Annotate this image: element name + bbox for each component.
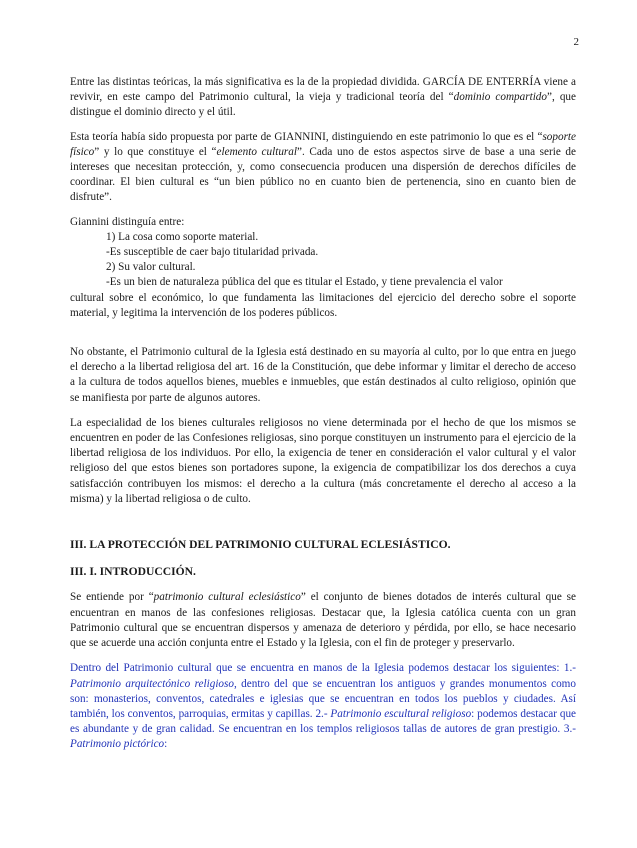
paragraph-propiedad-dividida — [70, 75, 576, 121]
text-run: ”. Cada uno de estos aspectos sirve de base a una serie de intereses que necesitan protección, y, como consecuencia producen una dispersión de derechos difíciles de coordinar. El bien cultural es “un bien público no en cuanto bien de pertenencia, sino en cuanto bien de disfrute”. — [70, 145, 576, 204]
list-item: -Es un bien de naturaleza pública del que es titular el Estado, y tiene prevalencia el valor — [106, 276, 503, 289]
italic-term: Patrimonio arquitectónico religioso — [70, 677, 234, 690]
text-run: , dentro del que se encuentran los antiguos y grandes monumentos como son: monasterios, conventos, catedrales e iglesias que se encuentran en todos los pueblos y ciudades. Así también, los conventos, parroquias, ermitas y capillas. 2.- — [70, 677, 576, 720]
section-heading: III. LA PROTECCIÓN DEL PATRIMONIO CULTURAL ECLESIÁSTICO. — [70, 538, 451, 552]
text-run: Entre las distintas teóricas, la más significativa es la de la propiedad dividida. GARCÍA DE ENTERRÍA viene a revivir, en este campo del Patrimonio cultural, la vieja y tradicional teoría del “ — [70, 76, 576, 104]
italic-term: Patrimonio escultural religioso — [330, 707, 472, 720]
paragraph-libertad-religiosa: No obstante, el Patrimonio cultural de la Iglesia está destinado en su mayoría al culto, por lo que entra en juego el derecho a la libertad religiosa del art. 16 de la Constitución, que debe informar y limitar el derecho de acceso a la cultura de todos aquellos bienes, muebles e inmuebles, que están destinados al culto religioso, opinión que se manifiesta por parte de algunos autores. — [70, 346, 576, 404]
italic-term: elemento cultural — [216, 145, 297, 158]
subsection-heading: III. I. INTRODUCCIÓN. — [70, 565, 196, 579]
list-item: -Es susceptible de caer bajo titularidad privada. — [106, 246, 319, 259]
list-intro: Giannini distinguía entre: — [70, 215, 185, 228]
italic-term: Patrimonio pictórico — [70, 738, 165, 751]
paragraph-definicion — [70, 590, 576, 651]
list-continuation: cultural sobre el económico, lo que fundamenta las limitaciones del ejercicio del derecho sobre el soporte material, y legitima la intervención de los poderes públicos. — [70, 291, 576, 319]
text-run: Esta teoría había sido propuesta por parte de GIANNINI, distinguiendo en este patrimonio lo que es el “ — [70, 130, 543, 143]
text-run: ” el conjunto de bienes dotados de interés cultural que se encuentran en manos de las confesiones religiosas. Destacar que, la Iglesia católica cuenta con un gran Patrimonio cultural que se encuentran dispersos y amenaza de deterioro y pérdida, por ello, se hace necesario que se acuerde una acción conjunta entre el Estado y la Iglesia, con el fin de proteger y preservarlo. — [70, 591, 577, 650]
text-run: ”, que distingue el dominio directo y el útil. — [70, 91, 576, 119]
paragraph-patrimonio-iglesia — [70, 661, 576, 752]
text-run: : — [164, 738, 168, 751]
list-item: 1) La cosa como soporte material. — [106, 230, 259, 243]
text-run: : podemos destacar que es abundante y de gran calidad. Se encuentran en los templos religiosos tallas de autores de gran prestigio. 3.- — [70, 707, 576, 736]
italic-term: soporte físico — [70, 130, 576, 158]
paragraph-especialidad: La especialidad de los bienes culturales religiosos no viene determinada por el hecho de que los mismos se encuentren en poder de las Confesiones religiosas, sino porque constituyen un instrumento para el ejercicio de la libertad religiosa de los individuos. Por ello, la exigencia de tener en consideración el valor cultural y el valor religioso del que estos bienes son portadores supone, la exigencia de compatibilizar los dos derechos a cuya satisfacción contribuyen los mismos: el derecho a la cultura (más concretamente el derecho al acceso a la misma) y la libertad religiosa o de culto. — [70, 416, 576, 505]
text-run: Se entiende por “ — [70, 591, 154, 604]
document-body — [70, 75, 576, 753]
italic-term: patrimonio cultural eclesiástico — [153, 591, 301, 604]
text-run: Dentro del Patrimonio cultural que se encuentra en manos de la Iglesia podemos destacar los siguientes: 1.- — [70, 662, 576, 675]
list-item: 2) Su valor cultural. — [106, 261, 196, 274]
text-run: ” y lo que constituye el “ — [94, 145, 217, 158]
paragraph-giannini-theory — [70, 130, 576, 206]
italic-term: dominio compartido — [453, 91, 547, 104]
page-number: 2 — [573, 36, 579, 48]
